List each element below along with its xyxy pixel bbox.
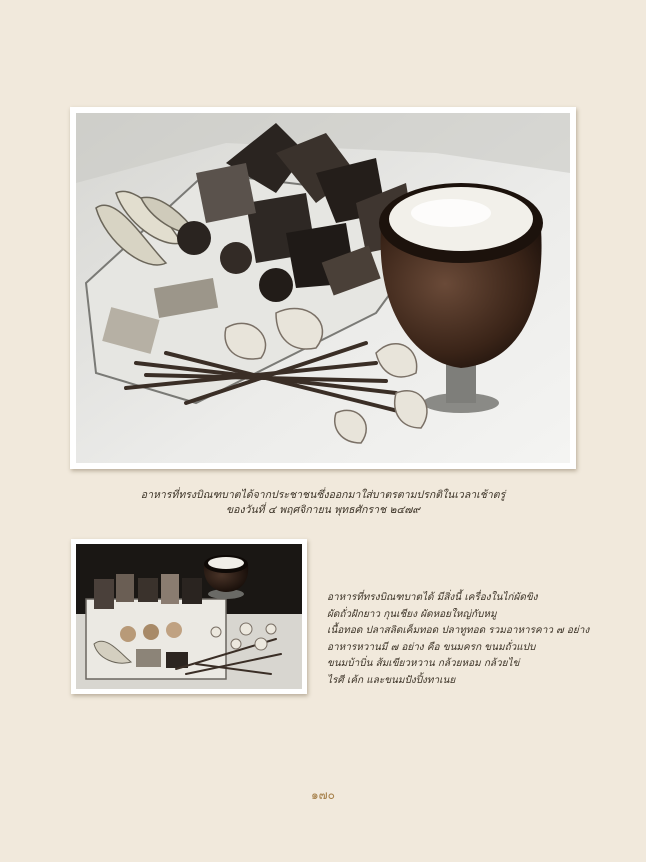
- page-number: ๑๗๐: [311, 788, 335, 802]
- secondary-photo-caption: [327, 590, 627, 689]
- secondary-photograph: [71, 539, 307, 694]
- alms-food-photo: [76, 113, 570, 463]
- main-photo-caption: [60, 488, 586, 518]
- main-photograph: [70, 107, 576, 469]
- caption-line: เนื้อทอด ปลาสลิดเค็มทอด ปลาทูทอด รวมอาหารคาว ๗ อย่าง: [327, 625, 590, 636]
- caption-line: ของวันที่ ๔ พฤศจิกายน พุทธศักราช ๒๔๗๙: [226, 504, 420, 516]
- caption-line: ขนมบ้าบิ่น ส้มเขียวหวาน กล้วยหอม กล้วยไข่: [327, 658, 520, 669]
- caption-line: ไรศี เค้ก และขนมปังปิ้งทาเนย: [327, 674, 456, 686]
- alms-food-photo-small: [76, 544, 302, 689]
- caption-line: ผัดถั่วฝักยาว กุนเชียง ผัดหอยใหญ่กับหมู: [327, 608, 497, 620]
- caption-line: อาหารที่ทรงบิณฑบาตได้จากประชาชนซึ่งออกมาใส่บาตรตามปรกติในเวลาเช้าตรู่: [140, 489, 506, 501]
- caption-line: อาหารหวานมี ๗ อย่าง คือ ขนมครก ขนมถั่วแปบ: [327, 641, 536, 653]
- caption-line: อาหารที่ทรงบิณฑบาตได้ มีสิ่งนี้ เครื่องในไก่ผัดขิง: [327, 592, 538, 603]
